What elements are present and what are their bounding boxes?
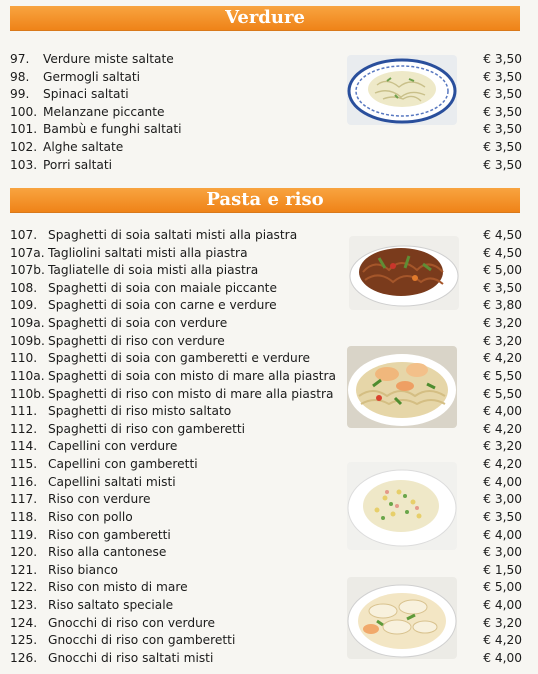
rice-gnocchi-plate-photo	[347, 577, 457, 659]
menu-item-name: Spaghetti di riso con verdure	[48, 333, 225, 348]
menu-item-row	[10, 438, 522, 456]
menu-item-name: Riso con verdure	[48, 492, 151, 507]
seafood-noodles-plate-photo	[347, 346, 457, 428]
menu-item-price: € 3,50	[483, 509, 522, 524]
menu-item-price: € 3,00	[483, 492, 522, 507]
menu-item-price: € 4,00	[483, 527, 522, 542]
menu-item-number: 118.	[10, 509, 38, 524]
menu-item-number: 121.	[10, 562, 38, 577]
menu-item-price: € 4,20	[483, 421, 522, 436]
bean-sprouts-plate-photo	[347, 55, 457, 125]
menu-item-name: Spaghetti di riso con gamberetti	[48, 421, 246, 436]
menu-item-name: Tagliolini saltati misti alla piastra	[48, 245, 248, 260]
menu-item-price: € 3,20	[483, 316, 522, 331]
section-title: Verdure	[225, 7, 305, 28]
menu-item-name: Spaghetti di riso misto saltato	[48, 404, 232, 419]
menu-item-name: Riso alla cantonese	[48, 545, 167, 560]
menu-item-name: Capellini saltati misti	[48, 474, 176, 489]
menu-item-number: 108.	[10, 280, 38, 295]
menu-item-number: 119.	[10, 527, 38, 542]
menu-item-name: Verdure miste saltate	[43, 52, 174, 66]
menu-item-name: Riso bianco	[48, 562, 119, 577]
menu-item-name: Gnocchi di riso saltati misti	[48, 650, 214, 665]
menu-item-price: € 4,00	[483, 474, 522, 489]
menu-item-number: 109b.	[10, 333, 45, 348]
menu-item-price: € 5,00	[483, 263, 522, 278]
menu-item-price: € 3,20	[483, 615, 522, 630]
menu-item-price: € 3,50	[483, 122, 522, 137]
menu-item-price: € 4,00	[483, 650, 522, 665]
menu-item-name: Tagliatelle di soia misti alla piastra	[48, 263, 259, 278]
menu-item-name: Porri saltati	[43, 157, 113, 172]
section-banner-verdure	[10, 6, 520, 30]
menu-item-name: Spaghetti di riso con misto di mare alla piastra	[48, 386, 334, 401]
menu-item-price: € 3,20	[483, 439, 522, 454]
menu-item-number: 107.	[10, 228, 38, 242]
menu-item-number: 110.	[10, 351, 38, 366]
menu-item-number: 109a.	[10, 316, 45, 331]
menu-item-price: € 3,50	[483, 87, 522, 102]
menu-item-price: € 4,20	[483, 457, 522, 472]
menu-item-number: 107b.	[10, 263, 45, 278]
menu-item-price: € 3,50	[483, 52, 522, 66]
menu-item-number: 115.	[10, 457, 38, 472]
menu-item-number: 120.	[10, 545, 38, 560]
menu-item-number: 110b.	[10, 386, 45, 401]
menu-item-row	[10, 315, 522, 333]
menu-item-name: Germogli saltati	[43, 69, 141, 84]
menu-item-name: Melanzane piccante	[43, 104, 165, 119]
menu-item-name: Capellini con gamberetti	[48, 457, 198, 472]
menu-item-row	[10, 139, 522, 157]
menu-item-row	[10, 157, 522, 175]
menu-item-name: Spaghetti di soia con misto di mare alla piastra	[48, 368, 336, 383]
menu-item-price: € 5,00	[483, 580, 522, 595]
menu-item-price: € 3,00	[483, 545, 522, 560]
menu-item-number: 98.	[10, 69, 30, 84]
section-title: Pasta e riso	[206, 189, 324, 210]
menu-item-name: Spaghetti di soia con verdure	[48, 316, 228, 331]
menu-item-number: 123.	[10, 598, 38, 613]
menu-item-price: € 4,00	[483, 598, 522, 613]
menu-item-name: Riso saltato speciale	[48, 598, 174, 613]
soy-noodles-plate-photo	[349, 236, 459, 310]
menu-item-number: 122.	[10, 580, 38, 595]
menu-item-price: € 3,50	[483, 157, 522, 172]
menu-item-name: Alghe saltate	[43, 140, 124, 154]
menu-item-price: € 3,80	[483, 298, 522, 313]
menu-item-price: € 4,50	[483, 245, 522, 260]
menu-item-price: € 5,50	[483, 386, 522, 401]
menu-item-price: € 3,50	[483, 69, 522, 84]
menu-item-price: € 5,50	[483, 368, 522, 383]
menu-item-number: 114.	[10, 439, 38, 454]
menu-item-name: Spaghetti di soia con carne e verdure	[48, 298, 277, 313]
menu-item-price: € 4,20	[483, 351, 522, 366]
menu-item-number: 124.	[10, 615, 38, 630]
menu-item-number: 103.	[10, 157, 38, 172]
menu-item-name: Spaghetti di soia con maiale piccante	[48, 280, 277, 295]
menu-item-name: Spaghetti di soia saltati misti alla piastra	[48, 228, 298, 242]
menu-item-price: € 1,50	[483, 562, 522, 577]
menu-item-number: 112.	[10, 421, 38, 436]
menu-item-price: € 3,50	[483, 104, 522, 119]
menu-item-number: 117.	[10, 492, 38, 507]
menu-item-name: Riso con gamberetti	[48, 527, 171, 542]
menu-item-price: € 4,50	[483, 228, 522, 242]
menu-item-number: 107a.	[10, 245, 45, 260]
menu-item-name: Spaghetti di soia con gamberetti e verdure	[48, 351, 310, 366]
menu-item-name: Gnocchi di riso con gamberetti	[48, 633, 236, 648]
menu-item-price: € 4,20	[483, 633, 522, 648]
fried-rice-plate-photo	[347, 462, 457, 550]
menu-item-number: 101.	[10, 122, 38, 137]
menu-item-number: 100.	[10, 104, 38, 119]
menu-item-price: € 4,00	[483, 404, 522, 419]
menu-item-name: Riso con pollo	[48, 509, 133, 524]
menu-item-number: 111.	[10, 404, 38, 419]
menu-item-name: Bambù e funghi saltati	[43, 122, 182, 137]
menu-item-number: 110a.	[10, 368, 45, 383]
menu-item-number: 97.	[10, 52, 30, 66]
menu-item-price: € 3,20	[483, 333, 522, 348]
menu-item-name: Riso con misto di mare	[48, 580, 188, 595]
menu-item-name: Spinaci saltati	[43, 87, 129, 102]
menu-item-price: € 3,50	[483, 280, 522, 295]
section-banner-pasta-e-riso	[10, 188, 520, 212]
menu-item-name: Capellini con verdure	[48, 439, 178, 454]
menu-item-number: 109.	[10, 298, 38, 313]
menu-item-number: 102.	[10, 140, 38, 154]
menu-item-price: € 3,50	[483, 140, 522, 154]
menu-item-name: Gnocchi di riso con verdure	[48, 615, 216, 630]
menu-item-number: 116.	[10, 474, 38, 489]
menu-item-number: 125.	[10, 633, 38, 648]
menu-item-number: 99.	[10, 87, 30, 102]
menu-item-number: 126.	[10, 650, 38, 665]
